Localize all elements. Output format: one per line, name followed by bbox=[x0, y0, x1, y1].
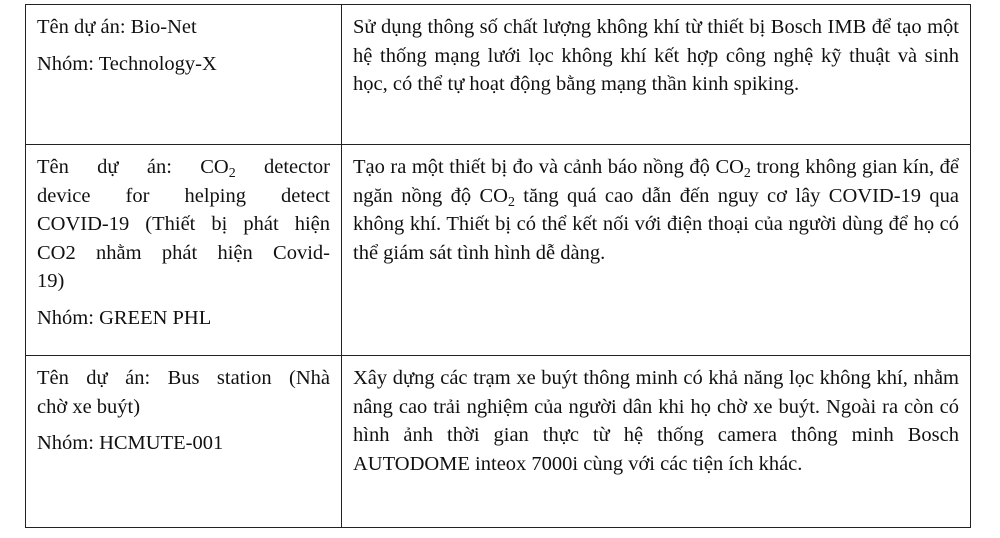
project-name-line: device for helping detect bbox=[37, 184, 330, 207]
project-info-cell bbox=[26, 356, 342, 528]
subscript-two: 2 bbox=[507, 194, 515, 210]
project-description-cell bbox=[342, 5, 971, 145]
project-name-line: COVID-19 (Thiết bị phát hiện bbox=[37, 213, 330, 235]
subscript-two: 2 bbox=[228, 166, 236, 182]
project-description: Sử dụng thông số chất lượng không khí từ thiết bị Bosch IMB để tạo một hệ thống mạng lưới lọc không khí kết hợp công nghệ kỹ thuật và sinh học, có thể tự hoạt động bằng mạng thần kinh spiking. bbox=[353, 16, 959, 95]
project-name-line: 19) bbox=[37, 270, 65, 292]
project-info-cell bbox=[26, 5, 342, 145]
description-text: tăng quá cao dẫn đến nguy cơ lây COVID-19 qua không khí. Thiết bị có thể kết nối với điện thoại của người dùng để họ có thể giám sát tình hình dễ dàng. bbox=[353, 184, 959, 264]
project-info-cell bbox=[26, 145, 342, 356]
table-row bbox=[26, 145, 971, 356]
team-name: Nhóm: HCMUTE-001 bbox=[37, 432, 224, 454]
project-name-line bbox=[37, 153, 330, 182]
project-name: Tên dự án: Bio-Net bbox=[37, 16, 197, 38]
project-description-cell bbox=[342, 145, 971, 356]
projects-table bbox=[25, 4, 971, 528]
description-text: trong không gian kín, để ngăn nồng độ CO bbox=[353, 156, 959, 207]
project-name-line: chờ xe buýt) bbox=[37, 395, 141, 418]
project-description bbox=[353, 153, 959, 267]
project-name-line: Tên dự án: Bus station (Nhà bbox=[37, 367, 330, 389]
table-row bbox=[26, 356, 971, 528]
project-name bbox=[37, 364, 330, 421]
project-name-text: Tên dự án: CO bbox=[37, 156, 229, 178]
project-description: Xây dựng các trạm xe buýt thông minh có khả năng lọc không khí, nhằm nâng cao trải nghiệm của người dân khi họ chờ xe buýt. Ngoài ra còn có hình ảnh thời gian thực từ hệ thống camera thông minh Bosch AUTODOME inteox 7000i cùng với các tiện ích khác. bbox=[353, 367, 959, 475]
project-name-text: detector bbox=[235, 156, 330, 178]
project-description-cell bbox=[342, 356, 971, 528]
team-name: Nhóm: Technology-X bbox=[37, 52, 217, 75]
description-text: Tạo ra một thiết bị đo và cảnh báo nồng độ CO bbox=[353, 156, 744, 178]
table-row bbox=[26, 5, 971, 145]
subscript-two: 2 bbox=[743, 166, 751, 182]
team-name: Nhóm: GREEN PHL bbox=[37, 306, 212, 329]
project-name-line: CO2 nhằm phát hiện Covid- bbox=[37, 241, 330, 264]
project-name bbox=[37, 153, 330, 296]
